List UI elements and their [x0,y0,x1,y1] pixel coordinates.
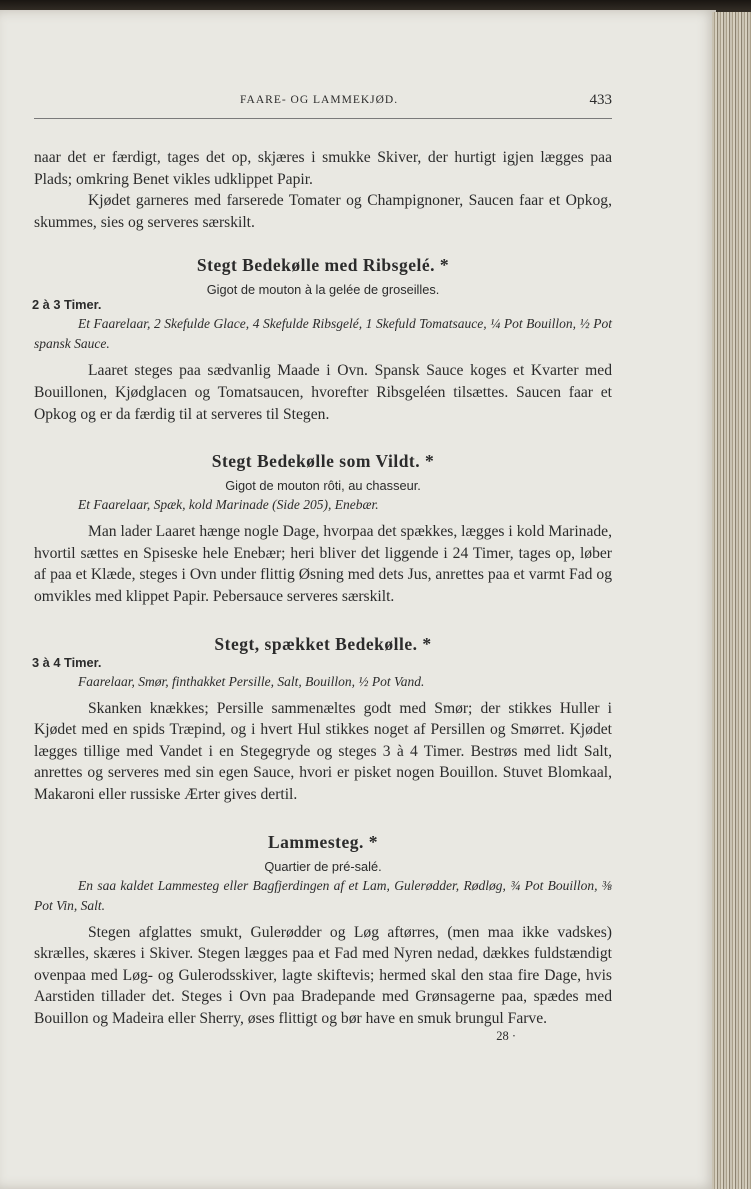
intro-section [34,147,612,233]
recipe-ingredients: Et Faarelaar, Spæk, kold Marinade (Side 205), Enebær. [78,497,379,513]
recipe-body: Man lader Laaret hænge nogle Dage, hvorpaa det spækkes, lægges i kold Marinade, hvortil sættes en Spiseske hele Enebær; heri bliver det liggende i 24 Timer, tages op, løber af paa et Klæde, steges i Ovn under flittig Øsning med dets Jus, anrettes paa et varmt Fad og omvikles med klippet Papir. Pebersauce serveres særskilt. [34,523,612,605]
recipe-body: Laaret steges paa sædvanlig Maade i Ovn. Spansk Sauce koges et Kvarter med Bouillonen, Kjødglacen og Tomatsaucen, hvorefter Ribsgeléen tilsættes. Saucen faar et Opkog og er da færdig til at serveres til Stegen. [34,362,612,423]
recipe-body: Stegen afglattes smukt, Gulerødder og Løg aftørres, (men maa ikke vadskes) skrælles, skæres i Skiver. Stegen lægges paa et Fad med Nyren nedad, dækkes fuldstændigt ovenpaa med Løg- og Gulerodsskiver, lagte skiftevis; hermed skal den staa fire Dage, hvis Aarstiden tillader det. Steges i Ovn paa Bradepande med Grønsagerne paa, spædes med Bouillon og Madeira eller Sherry, øses flittigt og bør have en smuk brungul Farve. [34,923,612,1027]
intro-paragraph-1: naar det er færdigt, tages det op, skjæres i smukke Skiver, der hurtigt igjen lægges paa Plads; omkring Benet vikles udklippet Papir. [34,149,612,188]
running-header [34,90,612,119]
recipe-lammesteg [34,832,612,1045]
recipe-ribsgele [34,255,612,425]
page-content [34,90,612,1044]
recipe-time: 2 à 3 Timer. [32,297,102,313]
recipe-subtitle: Gigot de mouton rôti, au chasseur. [225,478,421,494]
page-edge-stack [712,12,751,1189]
recipe-subtitle: Gigot de mouton à la gelée de groseilles. [206,282,440,298]
intro-paragraph-2: Kjødet garneres med farserede Tomater og Champignoner, Saucen faar et Opkog, skummes, sies og serveres særskilt. [34,192,612,231]
signature-mark: 28 · [496,1029,516,1044]
recipe-body: Skanken knækkes; Persille sammenæltes godt med Smør; der stikkes Huller i Kjødet med en spids Træpind, og i hvert Hul stikkes noget af Persillen og Smørret. Kjødet lægges tillige med Vandet i en Stegegryde og steges 3 à 4 Timer. Bestrøs med lidt Salt, anrettes og serveres med sin egen Sauce, hvori er pisket nogen Bouillon. Stuvet Blomkaal, Makaroni eller russiske Ærter gives dertil. [34,699,612,803]
recipe-title: Stegt, spækket Bedekølle. * [214,633,432,654]
recipe-ingredients: Et Faarelaar, 2 Skefulde Glace, 4 Skefulde Ribsgelé, 1 Skefuld Tomatsauce, ¼ Pot Bouillon, ½ Pot spansk Sauce. [34,316,612,352]
recipe-vildt [34,451,612,607]
running-title: FAARE- OG LAMMEKJØD. [240,94,399,106]
recipe-title: Lammesteg. * [267,831,378,852]
recipe-ingredients: En saa kaldet Lammesteg eller Bagfjerdingen af et Lam, Gulerødder, Rødløg, ¾ Pot Bouillon, ⅜ Pot Vin, Salt. [34,877,612,913]
page-number: 433 [589,92,612,108]
recipe-spaekket [34,634,612,806]
recipe-title: Stegt Bedekølle som Vildt. * [211,451,435,472]
recipe-subtitle: Quartier de pré-salé. [264,858,382,874]
recipe-ingredients: Faarelaar, Smør, finthakket Persille, Salt, Bouillon, ½ Pot Vand. [78,673,425,689]
recipe-time: 3 à 4 Timer. [32,654,102,670]
recipe-title: Stegt Bedekølle med Ribsgelé. * [196,255,450,276]
